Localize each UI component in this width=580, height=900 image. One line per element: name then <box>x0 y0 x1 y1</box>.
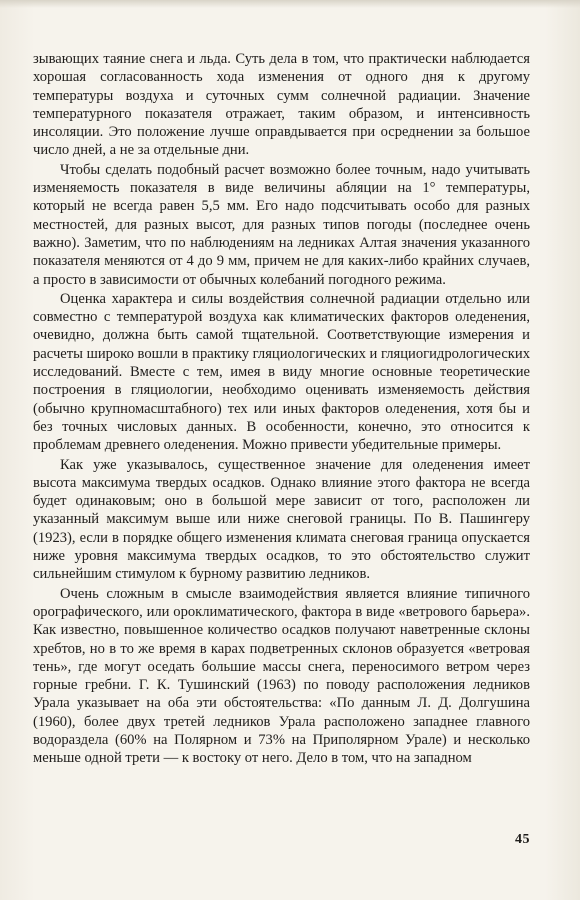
paragraph-3: Оценка характера и силы воздействия солнечной радиации отдельно или совместно с температурой воздуха как климатических факторов оледенения, очевидно, должна быть самой тщательной. Соответствующие измерения и расчеты широко вошли в практику гляциологических и гляциогидрологических исследований. Вместе с тем, имея в виду многие основные теоретические построения в гляциологии, необходимо оценивать изменяемость действия (обычно крупномасштабного) тех или иных факторов оледенения, хотя бы и без точных числовых данных. В особенности, конечно, это относится к проблемам древнего оледенения. Можно привести убедительные примеры. <box>33 290 530 454</box>
body-text <box>33 50 530 768</box>
page-number: 45 <box>515 832 530 847</box>
page-top-edge <box>0 0 580 8</box>
paragraph-1: зывающих таяние снега и льда. Суть дела в том, что практически наблюдается хорошая согласованность хода изменения от одного дня к другому температуры воздуха и суточных сумм солнечной радиации. Значение температурного показателя отражает, таким образом, и интенсивность инсоляции. Это положение лучше оправдывается при осреднении за большое число дней, а не за отдельные дни. <box>33 51 530 159</box>
paragraph-5: Очень сложным в смысле взаимодействия является влияние типичного орографического, или ороклиматического, фактора в виде «ветрового барьера». Как известно, повышенное количество осадков получают наветренные склоны хребтов, но в то же время в карах подветренных склонов образуется «ветровая тень», где могут оседать большие массы снега, переносимого ветром через горные гребни. Г. К. Тушинский (1963) по поводу расположения ледников Урала указывает на оба эти обстоятельства: «По данным Л. Д. Долгушина (1960), более двух третей ледников Урала расположено западнее главного водораздела (60% на Полярном и 73% на Приполярном Урале) и несколько меньше одной трети — к востоку от него. Дело в том, что на западном <box>33 585 530 767</box>
paragraph-2: Чтобы сделать подобный расчет возможно более точным, надо учитывать изменяемость показателя в виде величины абляции на 1° температуры, который не всегда равен 5,5 мм. Его надо подсчитывать особо для разных местностей, для разных высот, для разных типов погоды (последнее очень важно). Заметим, что по наблюдениям на ледниках Алтая значения указанного показателя меняются от 4 до 9 мм, причем не для каких-либо крайних случаев, а просто в зависимости от обычных колебаний погодного режима. <box>33 161 530 288</box>
paragraph-4: Как уже указывалось, существенное значение для оледенения имеет высота максимума твердых осадков. Однако влияние этого фактора не всегда будет одинаковым; оно в большой мере зависит от того, расположен ли указанный максимум выше или ниже снеговой границы. По В. Пашингеру (1923), если в порядке общего изменения климата снеговая граница опускается ниже уровня максимума твердых осадков, то это обстоятельство служит сильнейшим стимулом к бурному развитию ледников. <box>33 456 530 583</box>
